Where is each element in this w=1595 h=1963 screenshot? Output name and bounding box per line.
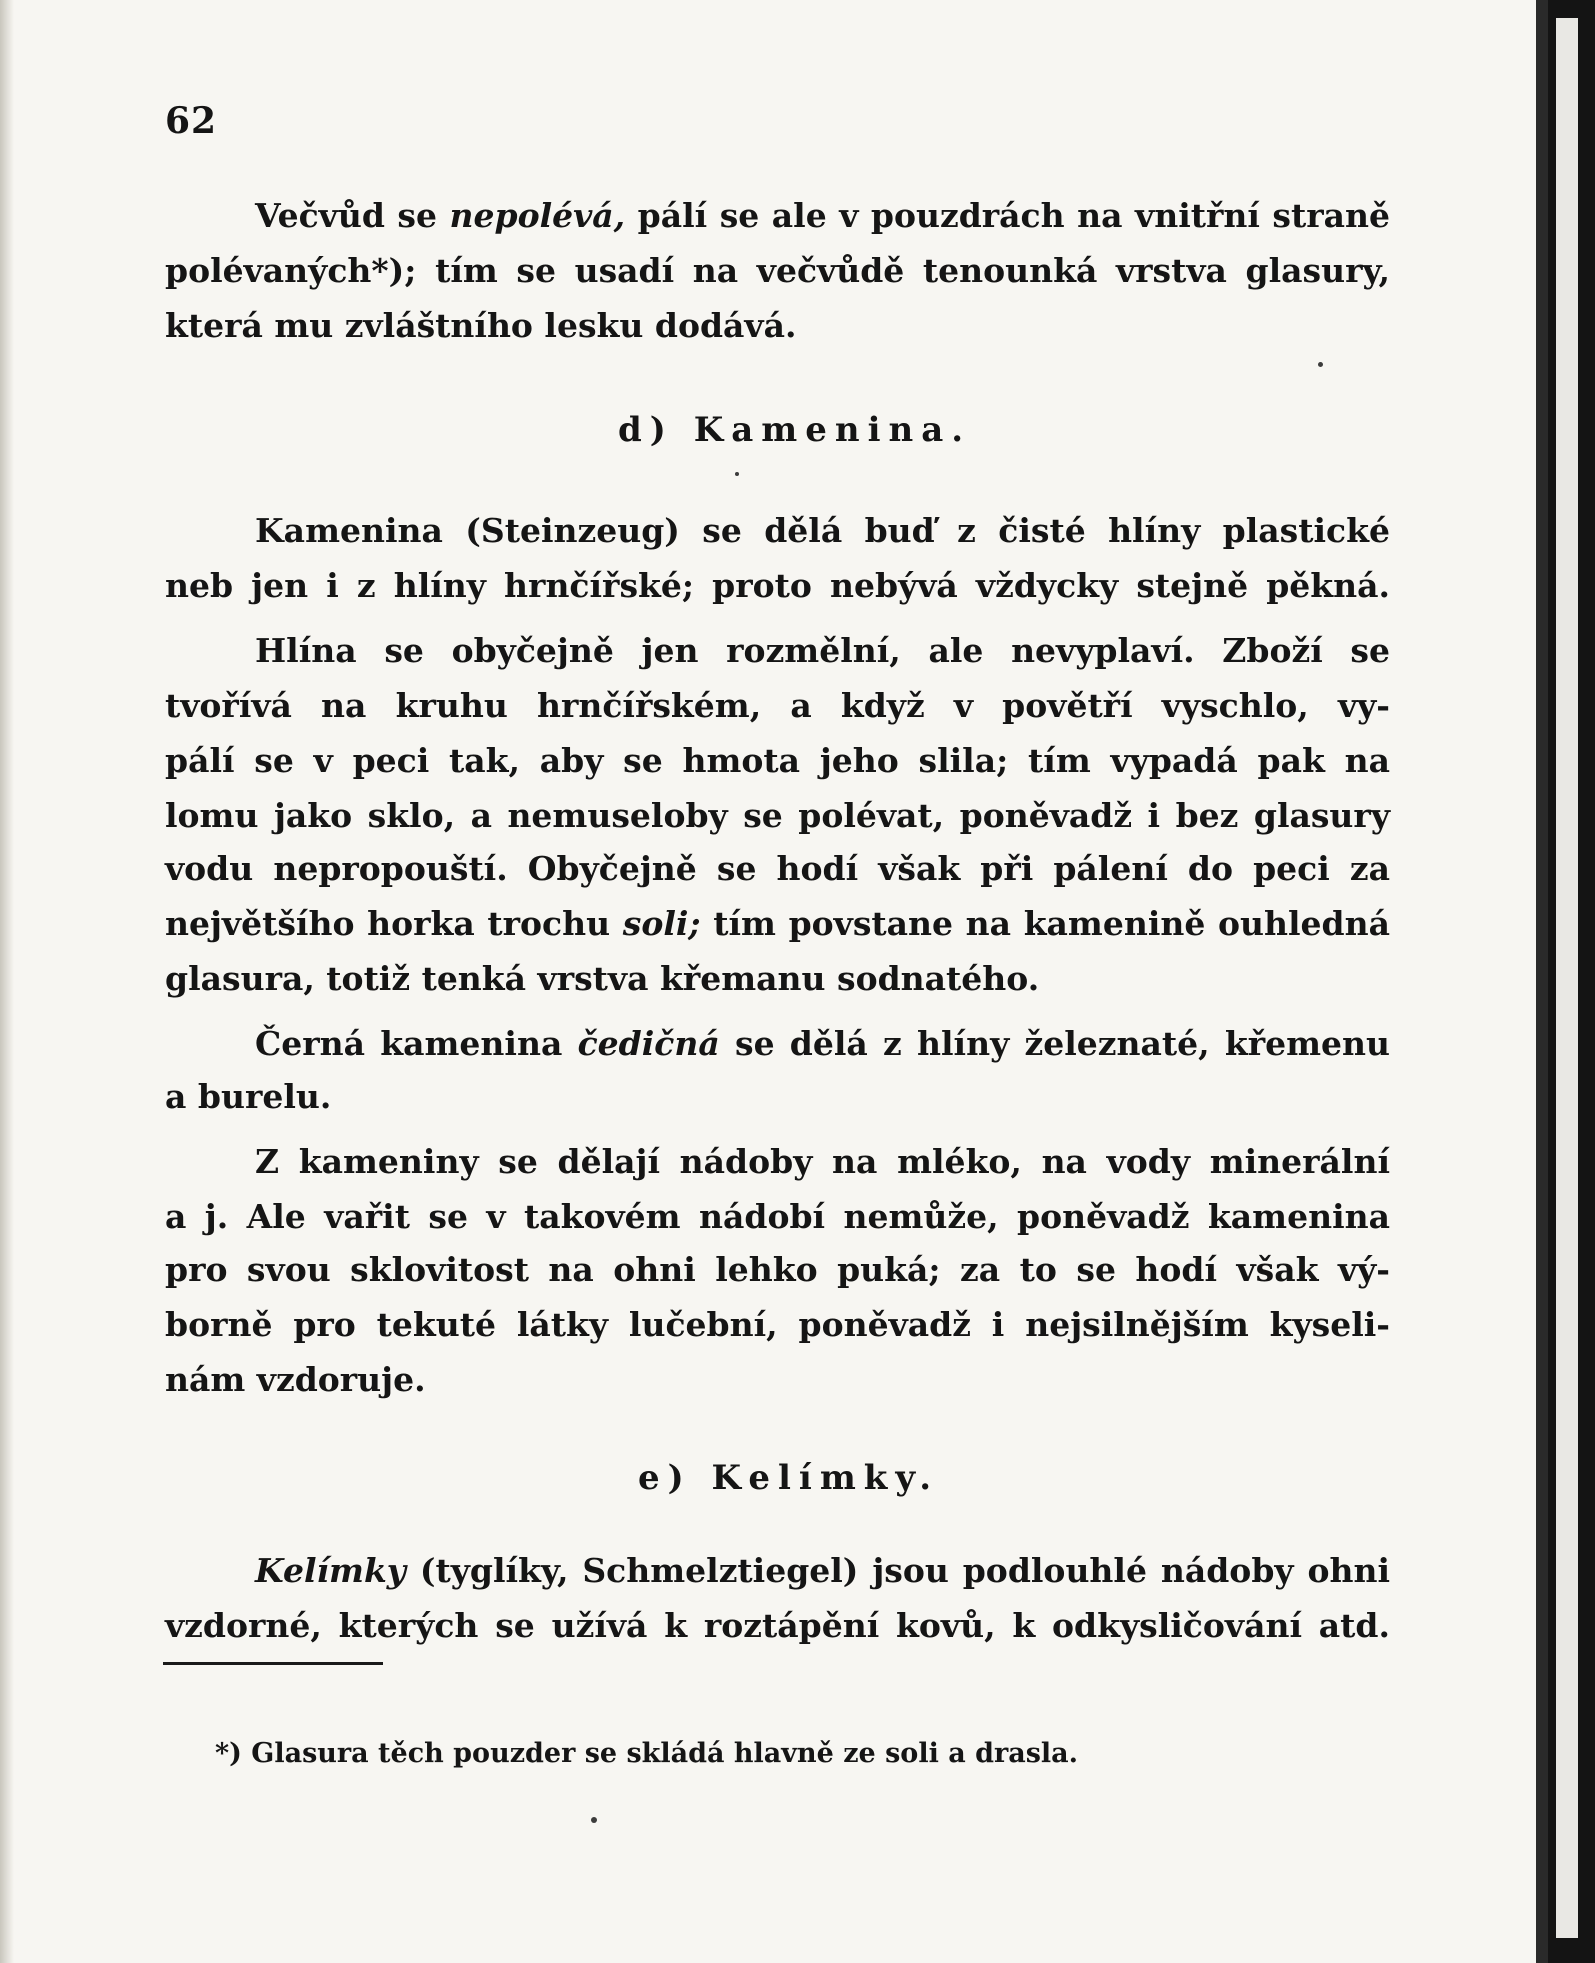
paragraph-3-line-5: vodu nepropouští. Obyčejně se hodí však při pálení do peci za: [165, 849, 1390, 888]
scan-border: [1548, 0, 1595, 1963]
print-speck: [1318, 362, 1323, 367]
print-speck: [735, 472, 739, 476]
paragraph-3-line-3: pálí se v peci tak, aby se hmota jeho slila; tím vypadá pak na: [165, 741, 1390, 780]
paragraph-2-line-2: neb jen i z hlíny hrnčířské; proto nebývá vždycky stejně pěkná.: [165, 566, 1390, 605]
paragraph-3-line-2: tvořívá na kruhu hrnčířském, a když v povětří vyschlo, vy-: [165, 686, 1390, 725]
page-edge: [1536, 0, 1548, 1963]
paragraph-1-line-2: polévaných*); tím se usadí na večvůdě tenounká vrstva glasury,: [165, 251, 1390, 290]
paragraph-2-line-1: Kamenina (Steinzeug) se dělá buď z čisté hlíny plastické: [255, 511, 1390, 550]
paragraph-3-line-6: největšího horka trochu soli; tím povstane na kamenině ouhledná: [165, 904, 1390, 943]
next-page-strip: [1556, 18, 1578, 1938]
paragraph-5-line-1: Z kameniny se dělají nádoby na mléko, na vody minerální: [255, 1142, 1390, 1181]
paragraph-4-line-1: Černá kamenina čedičná se dělá z hlíny železnaté, křemenu: [255, 1024, 1390, 1063]
page-gutter-shadow: [0, 0, 14, 1963]
footnote-divider: [163, 1662, 383, 1665]
paragraph-5-line-2: a j. Ale vařit se v takovém nádobí nemůže, poněvadž kamenina: [165, 1197, 1390, 1236]
paragraph-3-line-7: glasura, totiž tenká vrstva křemanu sodnatého.: [165, 959, 1040, 998]
paragraph-4-line-2: a burelu.: [165, 1077, 332, 1116]
page-number: 62: [165, 100, 218, 142]
paragraph-5-line-4: borně pro tekuté látky lučební, poněvadž i nejsilnějším kyseli-: [165, 1305, 1390, 1344]
paragraph-3-line-1: Hlína se obyčejně jen rozmělní, ale nevyplaví. Zboží se: [255, 631, 1390, 670]
print-speck: [591, 1817, 597, 1823]
paragraph-5-line-5: nám vzdoruje.: [165, 1360, 426, 1399]
section-heading-kelimky: e) Kelímky.: [638, 1458, 940, 1498]
footnote: *) Glasura těch pouzder se skládá hlavně ze soli a drasla.: [215, 1738, 1079, 1769]
paragraph-3-line-4: lomu jako sklo, a nemuseloby se polévat, poněvadž i bez glasury: [165, 796, 1390, 835]
paragraph-1-line-3: která mu zvláštního lesku dodává.: [165, 306, 797, 345]
paragraph-6-line-1: Kelímky (tyglíky, Schmelztiegel) jsou podlouhlé nádoby ohni: [255, 1551, 1390, 1590]
paragraph-5-line-3: pro svou sklovitost na ohni lehko puká; za to se hodí však vý-: [165, 1250, 1390, 1289]
paragraph-6-line-2: vzdorné, kterých se užívá k roztápění kovů, k odkysličování atd.: [165, 1606, 1390, 1645]
section-heading-kamenina: d) Kamenina.: [618, 410, 972, 450]
paragraph-1-line-1: Večvůd se nepolévá, pálí se ale v pouzdrách na vnitřní straně: [255, 196, 1390, 235]
